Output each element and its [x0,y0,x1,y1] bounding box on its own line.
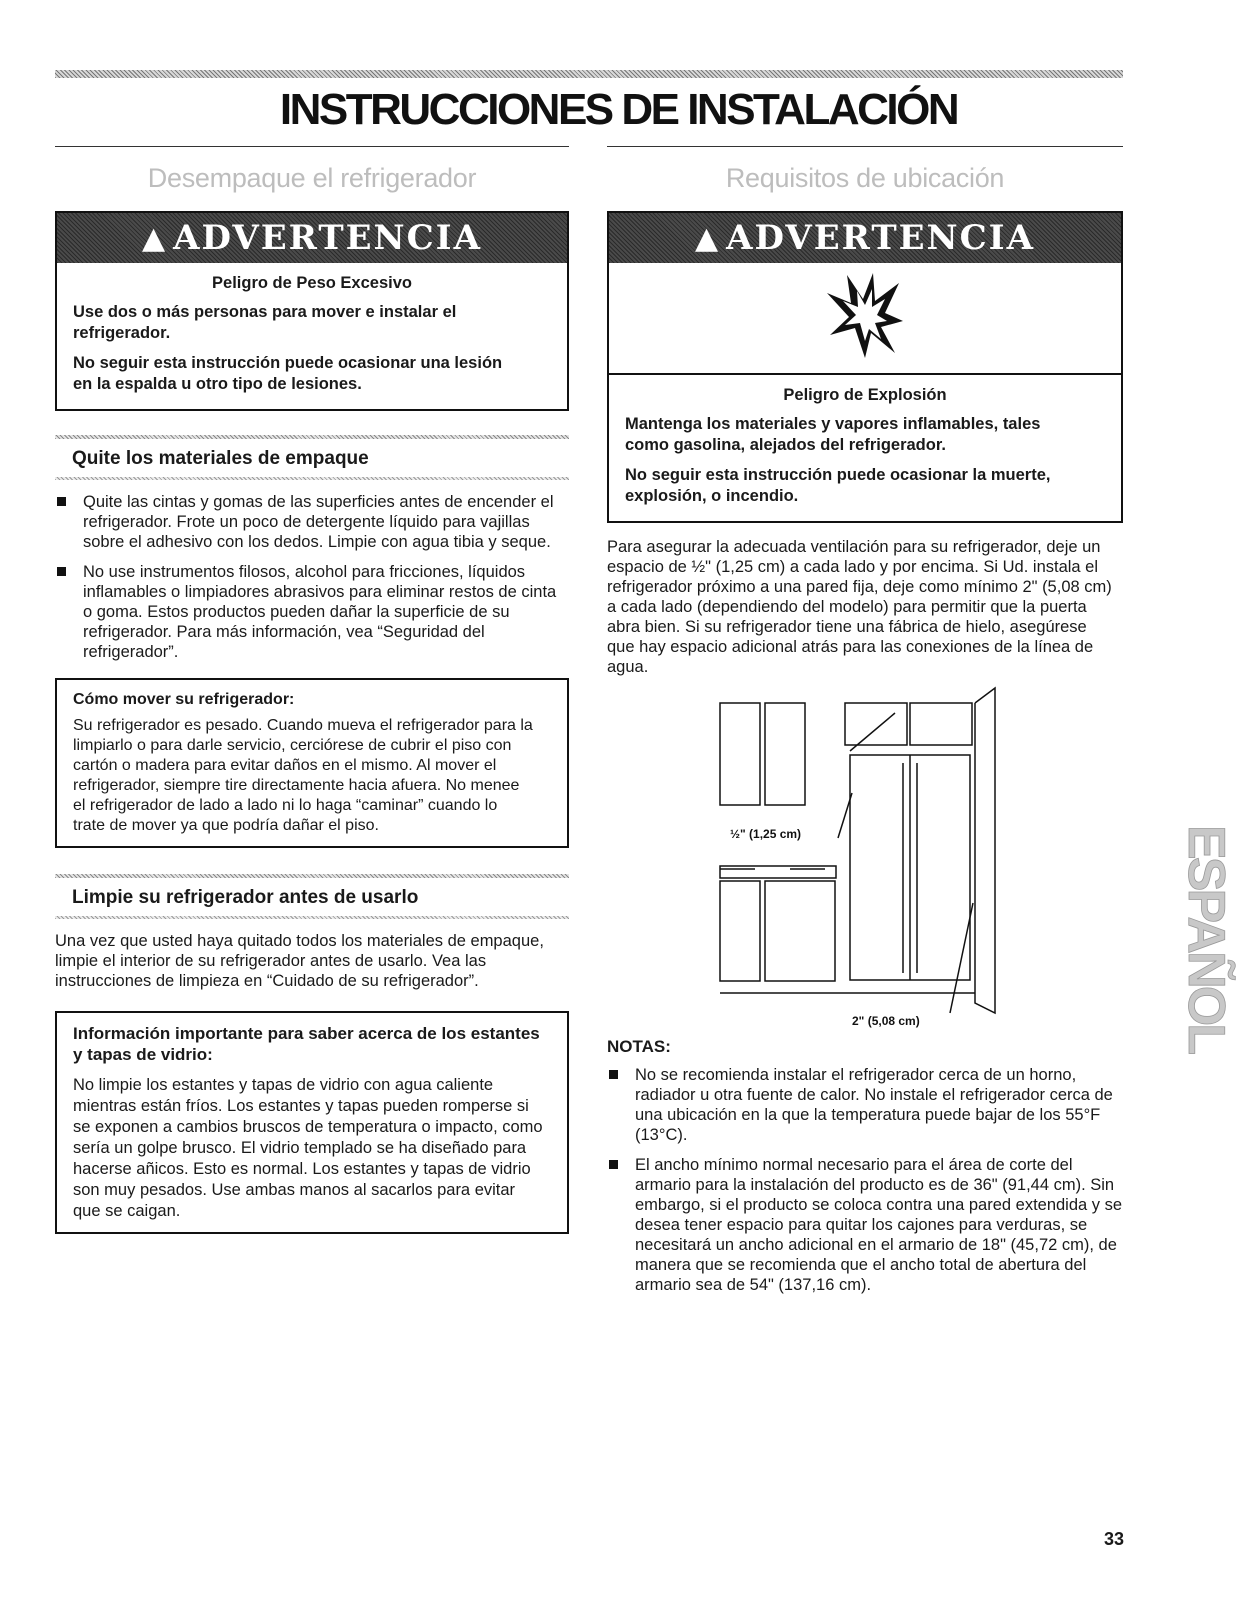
moving-info-box [55,678,569,848]
warning-header [609,213,1121,263]
info-box-text: No limpie los estantes y tapas de vidrio con agua caliente mientras están fríos. Los estantes y tapas pueden romperse si se exponen a cambios bruscos de temperatura o impacto, como sería un golpe brusco. El vidrio templado se ha diseñado para hacerse añicos. Esto es normal. Los estantes y tapas de vidrio son muy pesados. Use ambas manos al sacarlos para evitar que se caigan. [73,1076,543,1220]
info-box-text: Su refrigerador es pesado. Cuando mueva el refrigerador para la limpiarlo o para darle servicio, cerciórese de cubrir el piso con cartón o madera para evitar daños en el mismo. Al mover el refrigerador, siempre tire directamente hacia afuera. No menee el refrigerador de lado a lado ni lo haga “caminar” cuando lo trate de mover ya que podría dañar el piso. [73,717,533,834]
warning-body [609,375,1121,521]
list-item-text: Quite las cintas y gomas de las superficies antes de encender el refrigerador. Frote un poco de detergente líquido para vajillas sobre el adhesivo con los dedos. Limpie con agua tibia y seque. [83,493,554,551]
side-tab-label: ESPAÑOL [1177,825,1235,1055]
section-title-unpack: Desempaque el refrigerador [147,163,477,193]
page-number: 33 [1103,1529,1124,1549]
warning-triangle-icon: ▲ [142,220,168,256]
language-side-tab [1151,820,1235,1060]
bullet-square-icon [609,1160,618,1169]
warning-line: No seguir esta instrucción puede ocasionar una lesión en la espalda u otro tipo de lesiones. [73,354,503,393]
half-inch-label: ½" (1,25 cm) [730,827,802,841]
warning-label: ADVERTENCIA [173,218,482,258]
section-title-location: Requisitos de ubicación [725,163,1005,193]
info-box-title: Cómo mover su refrigerador: [73,691,295,708]
warning-triangle-icon: ▲ [695,220,721,256]
warning-header [57,213,567,263]
packing-bullets [55,492,569,662]
notes-bullets [607,1065,1123,1295]
bullet-square-icon [609,1070,618,1079]
left-column [55,146,569,1234]
two-inch-label: 2" (5,08 cm) [852,1014,920,1028]
section-rule [607,146,1123,147]
subsection-heading-packing: Quite los materiales de empaque [72,448,369,469]
subsection-rule [55,916,569,919]
list-item-text: No se recomienda instalar el refrigerador cerca de un horno, radiador u otra fuente de calor. No instale el refrigerador cerca de una ubicación en la que la temperatura puede bajar de los 55°F (13°C). [635,1066,1113,1144]
hazard-title: Peligro de Peso Excesivo [212,274,412,292]
warning-line: Mantenga los materiales y vapores inflamables, tales como gasolina, alejados del refrigerador. [625,415,1041,454]
info-box-title: Información importante para saber acerca de los estantes y tapas de vidrio: [73,1024,540,1064]
subsection-rule [55,435,569,439]
explosion-warning-box [607,211,1123,523]
subsection-rule [55,477,569,480]
subsection-rule [55,874,569,878]
warning-line: Use dos o más personas para mover e instalar el refrigerador. [73,303,457,342]
list-item-text: El ancho mínimo normal necesario para el área de corte del armario para la instalación del producto es de 36" (91,44 cm). Sin embargo, si el producto se coloca contra una pared extendida y se desea tener espacio para quitar los cajones para verduras, se necesitará un ancho adicional en el armario de 18" (45,72 cm), de manera que se recomienda que el ancho total de abertura del armario sea de 54" (137,16 cm). [635,1156,1123,1294]
list-item-text: No use instrumentos filosos, alcohol para fricciones, líquidos inflamables o limpiadores abrasivos para eliminar restos de cinta o goma. Estos productos pueden dañar la superficie de su refrigerador. Para más información, vea “Seguridad del refrigerador”. [83,563,557,661]
warning-label: ADVERTENCIA [726,218,1035,258]
bullet-square-icon [57,497,66,506]
notes-title: NOTAS: [607,1037,671,1056]
list-item [55,492,569,552]
warning-line: No seguir esta instrucción puede ocasionar la muerte, explosión, o incendio. [625,466,1051,505]
clean-paragraph: Una vez que usted haya quitado todos los materiales de empaque, limpie el interior de su refrigerador antes de usarlo. Vea las instrucciones de limpieza en “Cuidado de su refrigerador”. [55,932,544,990]
explosion-symbol-area [609,263,1121,375]
installation-diagram [710,683,1010,1028]
ventilation-paragraph: Para asegurar la adecuada ventilación para su refrigerador, deje un espacio de ½" (1,25 cm) a cada lado y por encima. Si Ud. instala el refrigerador próximo a una pared fija, deje como mínimo 2" (5,08 cm) a cada lado (dependiendo del modelo) para permitir que la puerta abra bien. Si su refrigerador tiene una fábrica de hielo, asegúrese que hay espacio adicional atrás para las conexiones de la línea de agua. [607,538,1112,676]
list-item [55,562,569,662]
warning-body [57,263,567,409]
top-rule [55,70,1123,78]
bullet-square-icon [57,567,66,576]
weight-warning-box [55,211,569,411]
section-rule [55,146,569,147]
subsection-heading-clean: Limpie su refrigerador antes de usarlo [72,887,419,908]
list-item [607,1155,1123,1295]
page-title: INSTRUCCIONES DE INSTALACIÓN [279,85,958,134]
list-item [607,1065,1123,1145]
glass-info-box [55,1011,569,1234]
hazard-title: Peligro de Explosión [783,386,947,404]
explosion-icon [825,273,905,363]
